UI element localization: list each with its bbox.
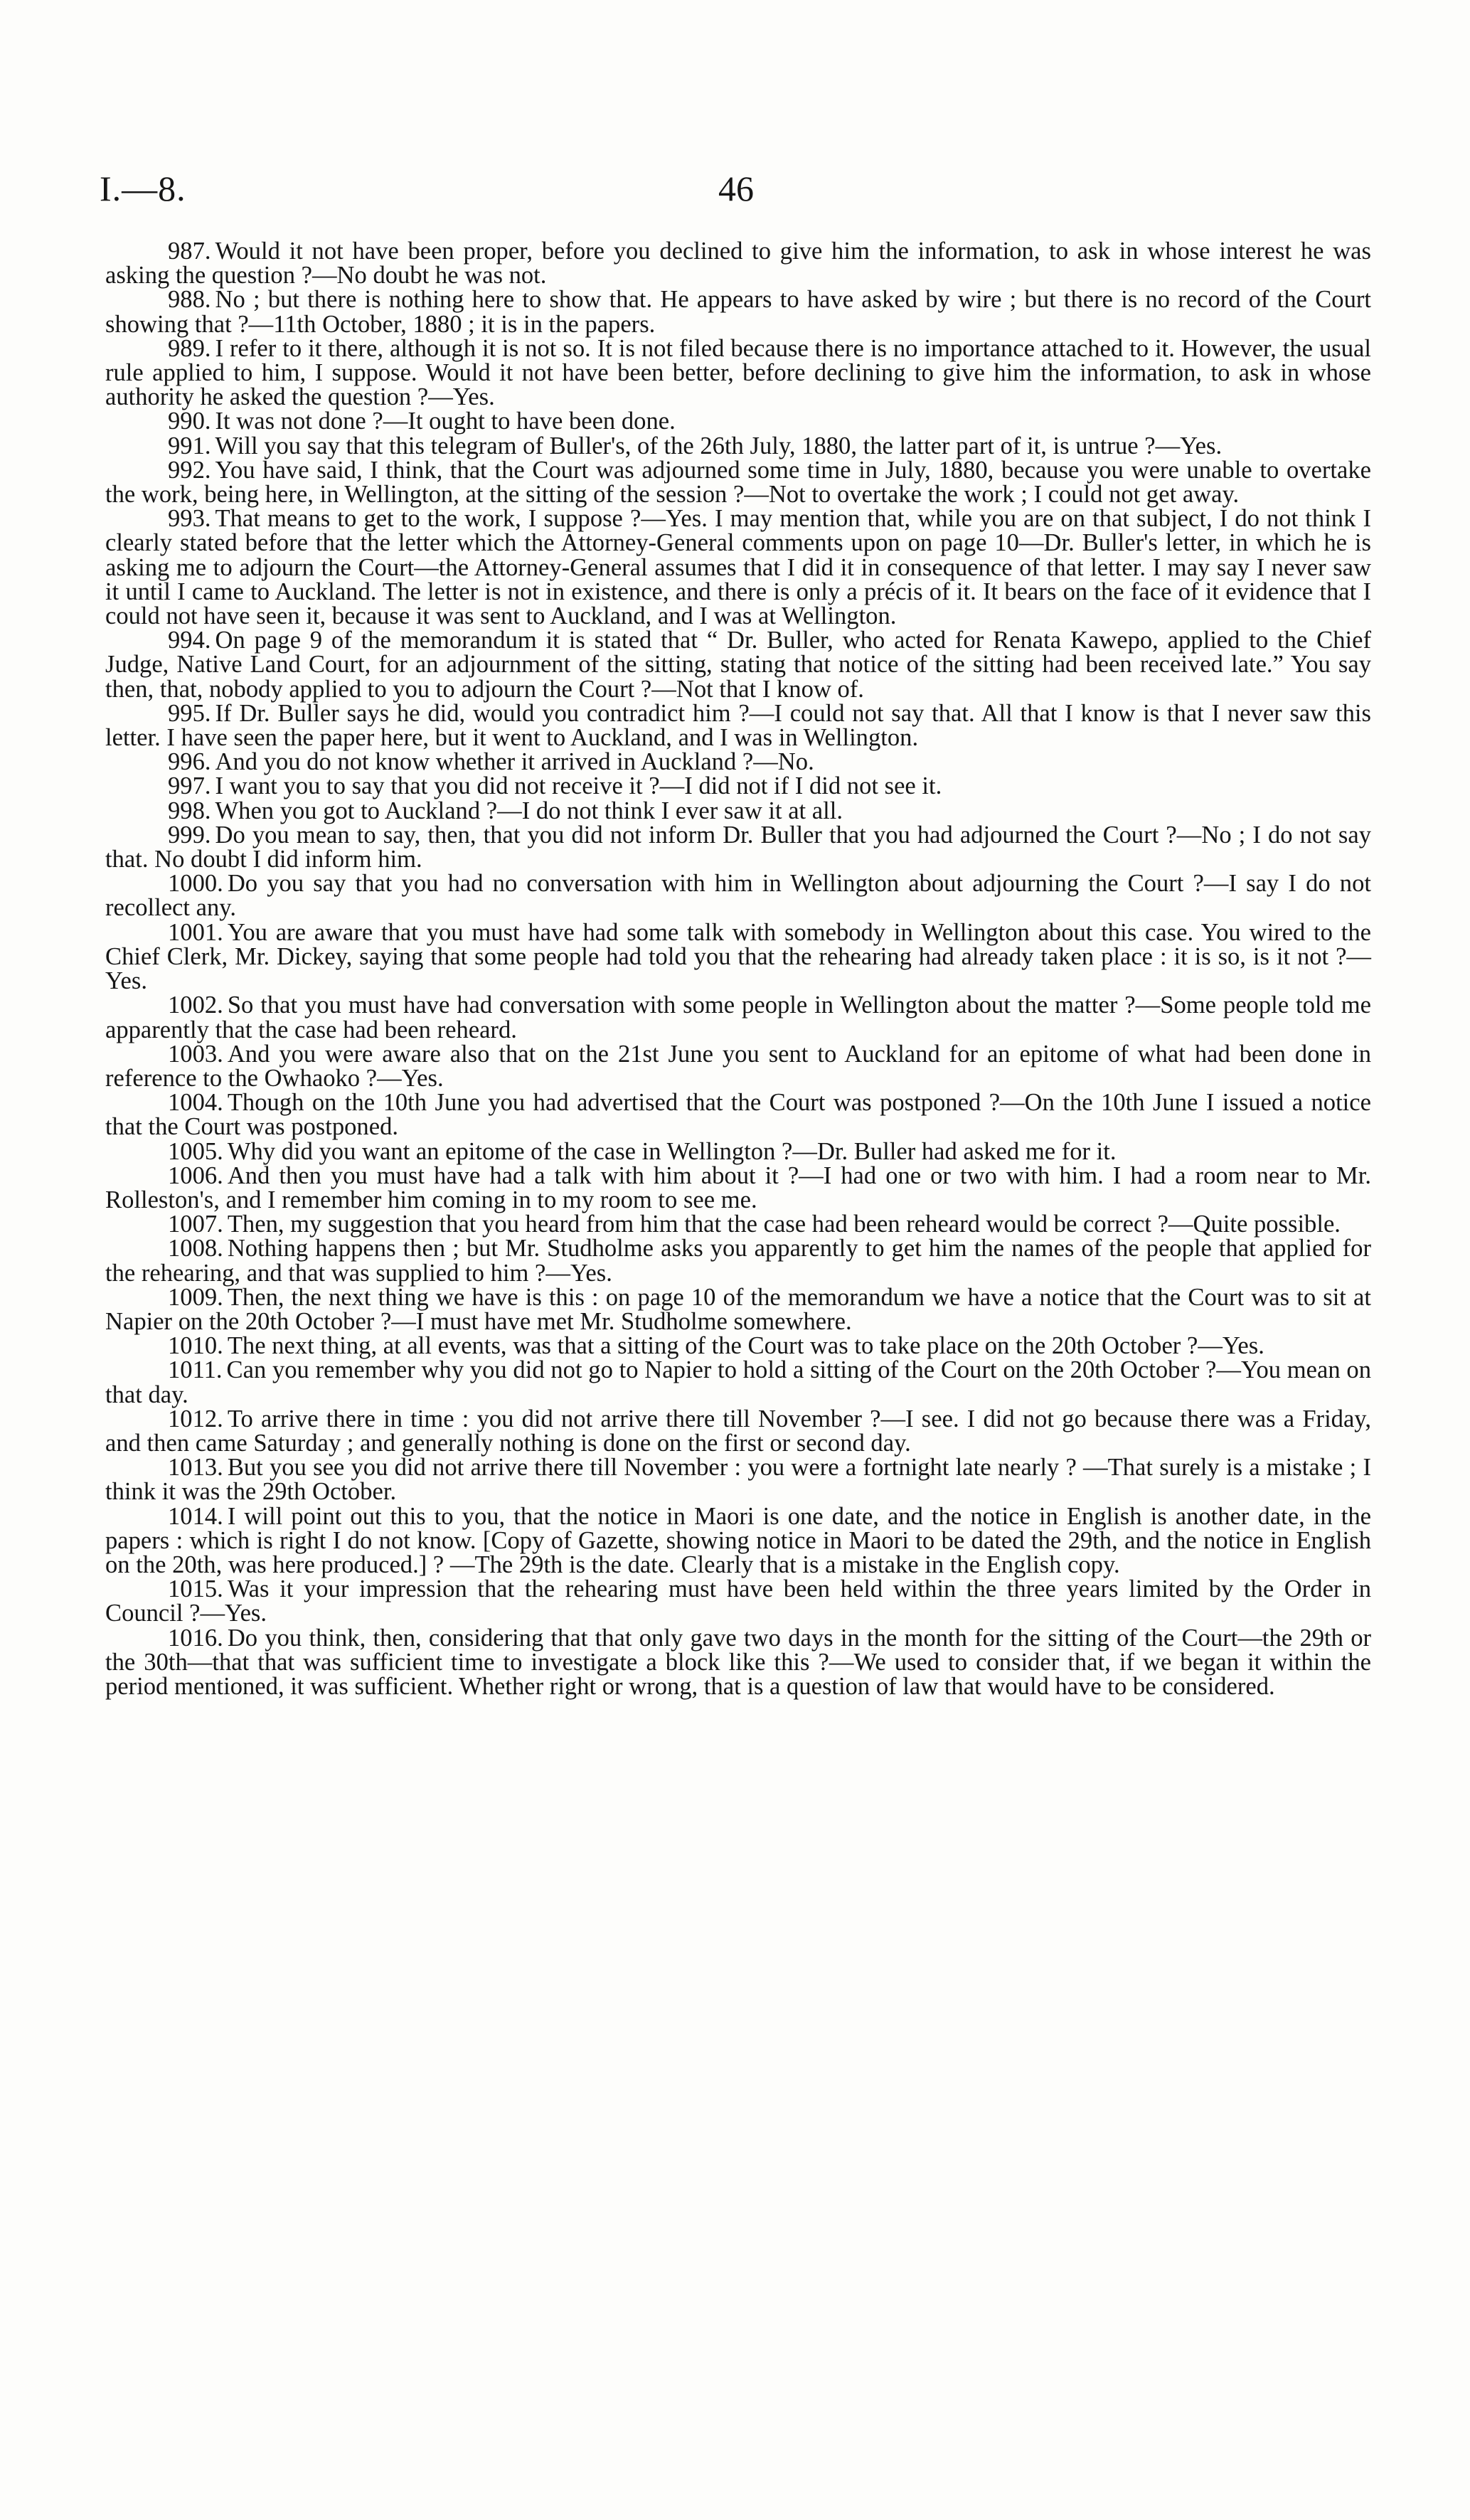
question-entry — [105, 1212, 1371, 1236]
question-number: 998. — [168, 797, 211, 824]
question-text: I want you to say that you did not receive it ?—I did not if I did not see it. — [215, 772, 942, 800]
question-text: Though on the 10th June you had advertised that the Court was postponed ?—On the 10th June I issued a notice that the Court was postponed. — [105, 1089, 1371, 1141]
question-number: 1002. — [168, 991, 223, 1019]
question-entry — [105, 774, 1371, 798]
question-text: Why did you want an epitome of the case in Wellington ?—Dr. Buller had asked me for it. — [227, 1137, 1117, 1165]
question-entry — [105, 701, 1371, 750]
testimony-body — [105, 239, 1371, 1698]
question-entry — [105, 239, 1371, 287]
question-entry — [105, 920, 1371, 994]
question-entry — [105, 1285, 1371, 1334]
question-entry — [105, 871, 1371, 920]
question-text: On page 9 of the memorandum it is stated that “ Dr. Buller, who acted for Renata Kawepo, applied to the Chief Judge, Native Land Court, for an adjournment of the sitting, stating that notice of the sitting had been received late.” You say then, that, nobody applied to you to adjourn the Court ?—Not that I know of. — [105, 627, 1371, 703]
question-text: I refer to it there, although it is not so. It is not filed because there is no importance attached to it. However, the usual rule applied to him, I suppose. Would it not have been better, before declining to give him the information, to ask in whose authority he asked the question ?—Yes. — [105, 334, 1371, 411]
question-number: 1003. — [168, 1040, 223, 1068]
question-entry — [105, 799, 1371, 823]
question-number: 1009. — [168, 1283, 223, 1311]
question-entry — [105, 1334, 1371, 1358]
question-number: 987. — [168, 238, 211, 265]
question-number: 993. — [168, 505, 211, 533]
question-text: You are aware that you must have had some talk with somebody in Wellington about this case. You wired to the Chief Clerk, Mr. Dickey, saying that some people had told you that the rehearing had already taken place : it is so, is it not ?—Yes. — [105, 918, 1371, 995]
question-entry — [105, 336, 1371, 410]
question-number: 989. — [168, 334, 211, 362]
question-number: 1013. — [168, 1454, 223, 1482]
question-text: Do you think, then, considering that that only gave two days in the month for the sitting of the Court—the 29th or the 30th—that that was sufficient time to investigate a block like this ?—We used to consider that, if we began it within the period mentioned, it was sufficient. Whether right or wrong, that is a question of law that would have to be considered. — [105, 1624, 1371, 1700]
question-text: Do you say that you had no conversation with him in Wellington about adjourning the Court ?—I say I do not recollect any. — [105, 870, 1371, 922]
question-entry — [105, 1090, 1371, 1139]
question-number: 1011. — [168, 1356, 223, 1384]
question-entry — [105, 628, 1371, 701]
question-number: 1007. — [168, 1211, 223, 1238]
question-text: And you do not know whether it arrived in Auckland ?—No. — [215, 748, 814, 776]
question-number: 1015. — [168, 1575, 223, 1603]
question-text: Then, my suggestion that you heard from him that the case had been reheard would be correct ?—Quite possible. — [227, 1211, 1341, 1238]
question-number: 988. — [168, 286, 211, 314]
page-number: 46 — [718, 169, 754, 208]
question-number: 1005. — [168, 1137, 223, 1165]
question-entry — [105, 750, 1371, 774]
question-entry — [105, 1577, 1371, 1625]
question-entry — [105, 993, 1371, 1041]
question-entry — [105, 434, 1371, 458]
question-entry — [105, 823, 1371, 871]
question-entry — [105, 409, 1371, 433]
question-text: The next thing, at all events, was that a sitting of the Court was to take place on the 20th October ?—Yes. — [227, 1332, 1264, 1360]
question-entry — [105, 1504, 1371, 1578]
question-text: That means to get to the work, I suppose ?—Yes. I may mention that, while you are on that subject, I do not think I clearly stated before that the letter which the Attorney-General comments upon on page 10—Dr. Buller's letter, in which he is asking me to adjourn the Court—the Attorney-General assumes that I did it in consequence of that letter. I may say I never saw it until I came to Auckland. The letter is not in existence, and there is only a précis of it. It bears on the face of it evidence that I could not have seen it, because it was sent to Auckland, and I was at Wellington. — [105, 505, 1371, 630]
question-number: 1006. — [168, 1161, 223, 1189]
question-text: You have said, I think, that the Court was adjourned some time in July, 1880, because you were unable to overtake the work, being here, in Wellington, at the sitting of the session ?—Not to overtake the work ; I could not get away. — [105, 456, 1371, 509]
question-text: So that you must have had conversation with some people in Wellington about the matter ?—Some people told me apparently that the case had been reheard. — [105, 991, 1371, 1043]
question-text: But you see you did not arrive there till November : you were a fortnight late nearly ? —That surely is a mistake ; I think it was the 29th October. — [105, 1454, 1371, 1506]
question-text: And you were aware also that on the 21st June you sent to Auckland for an epitome of what had been done in reference to the Owhaoko ?—Yes. — [105, 1040, 1371, 1092]
question-entry — [105, 1236, 1371, 1285]
question-text: Was it your impression that the rehearing must have been held within the three years limited by the Order in Council ?—Yes. — [105, 1575, 1371, 1627]
question-number: 992. — [168, 456, 211, 484]
question-entry — [105, 287, 1371, 336]
question-text: Do you mean to say, then, that you did not inform Dr. Buller that you had adjourned the Court ?—No ; I do not say that. No doubt I did inform him. — [105, 821, 1371, 873]
question-number: 994. — [168, 627, 211, 654]
question-text: If Dr. Buller says he did, would you contradict him ?—I could not say that. All that I know is that I never saw this letter. I have seen the paper here, but it went to Auckland, and I was in Wellington. — [105, 699, 1371, 752]
question-entry — [105, 1358, 1371, 1406]
question-number: 999. — [168, 821, 211, 849]
question-text: Would it not have been proper, before you declined to give him the information, to ask in whose interest he was asking the question ?—No doubt he was not. — [105, 238, 1371, 289]
question-number: 990. — [168, 408, 211, 435]
question-number: 996. — [168, 748, 211, 776]
question-entry — [105, 1626, 1371, 1699]
page-header — [100, 168, 1373, 211]
question-entry — [105, 1042, 1371, 1090]
question-entry — [105, 1161, 1371, 1213]
question-number: 1000. — [168, 870, 223, 898]
question-number: 1014. — [168, 1502, 223, 1530]
question-entry — [105, 1407, 1371, 1455]
question-text: I will point out this to you, that the notice in Maori is one date, and the notice in English is another date, in the papers : which is right I do not know. [Copy of Gazette, showing notice in Maori to be dated the 29th, and the notice in English on the 20th, was here produced.] ? —The 29th is the date. Clearly that is a mistake in the English copy. — [105, 1502, 1371, 1578]
question-number: 1001. — [168, 918, 223, 946]
question-text: Nothing happens then ; but Mr. Studholme asks you apparently to get him the names of the people that applied for the rehearing, and that was supplied to him ?—Yes. — [105, 1235, 1371, 1287]
question-entry — [105, 1139, 1371, 1164]
question-number: 1012. — [168, 1405, 223, 1432]
question-number: 991. — [168, 432, 211, 459]
question-text: Can you remember why you did not go to Napier to hold a sitting of the Court on the 20th October ?—You mean on that day. — [105, 1356, 1371, 1408]
question-number: 997. — [168, 772, 211, 800]
question-text: Will you say that this telegram of Buller's, of the 26th July, 1880, the latter part of it, is untrue ?—Yes. — [215, 432, 1223, 459]
question-text: It was not done ?—It ought to have been done. — [215, 408, 676, 435]
paper-reference: I.—8. — [100, 169, 186, 208]
question-number: 995. — [168, 699, 211, 727]
question-text: When you got to Auckland ?—I do not think I ever saw it at all. — [215, 797, 843, 824]
question-text: Then, the next thing we have is this : on page 10 of the memorandum we have a notice that the Court was to sit at Napier on the 20th October ?—I must have met Mr. Studholme somewhere. — [105, 1283, 1371, 1335]
question-text: No ; but there is nothing here to show that. He appears to have asked by wire ; but there is no record of the Court showing that ?—11th October, 1880 ; it is in the papers. — [105, 286, 1371, 338]
question-number: 1016. — [168, 1624, 223, 1652]
question-number: 1010. — [168, 1332, 223, 1360]
question-number: 1008. — [168, 1235, 223, 1262]
question-number: 1004. — [168, 1089, 223, 1117]
question-entry — [105, 456, 1371, 509]
question-text: And then you must have had a talk with him about it ?—I had one or two with him. I had a room near to Mr. Rolleston's, and I remember him coming in to my room to see me. — [105, 1161, 1371, 1213]
question-entry — [105, 1455, 1371, 1504]
question-text: To arrive there in time : you did not arrive there till November ?—I see. I did not go because there was a Friday, and then came Saturday ; and generally nothing is done on the first or second day. — [105, 1405, 1371, 1457]
question-entry — [105, 506, 1371, 628]
